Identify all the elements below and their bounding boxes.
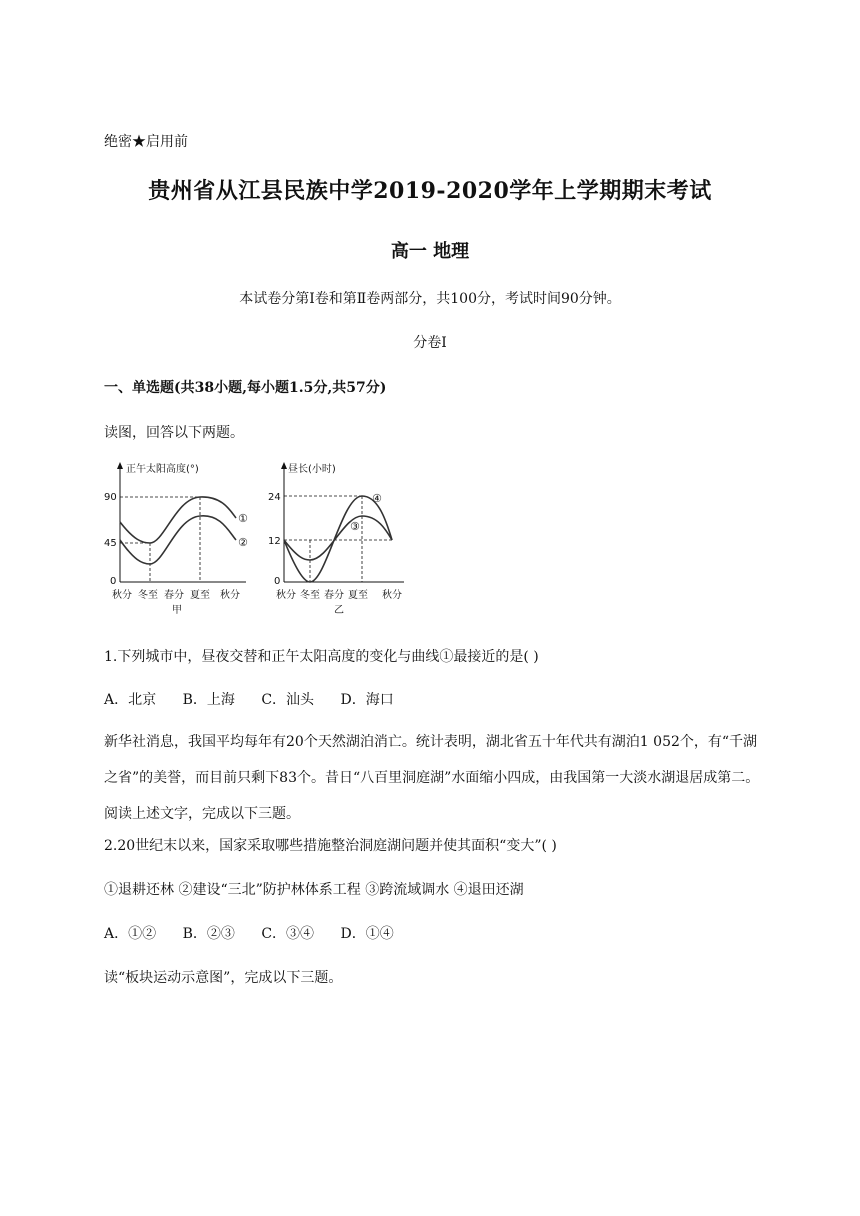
right-curve-label-3: ③ [350, 520, 360, 533]
chart-left [104, 462, 248, 616]
intro-read-figure: 读图，回答以下两题。 [104, 425, 244, 441]
left-y-axis-arrow [117, 462, 123, 469]
right-ylabel: 昼长(小时) [288, 464, 336, 475]
exam-subtitle: 高一 地理 [390, 241, 470, 262]
question-2-choices: ①退耕还林 ②建设“三北”防护林体系工程 ③跨流域调水 ④退田还湖 [104, 882, 524, 898]
q1-option-a[interactable]: A．北京 [104, 692, 157, 708]
left-caption: 甲 [172, 605, 182, 616]
left-ytick-45: 45 [104, 538, 117, 549]
left-xtick-autumn2: 秋分 [220, 590, 240, 601]
left-xtick-autumn1: 秋分 [112, 590, 132, 601]
right-xtick-winter: 冬至 [300, 590, 320, 601]
right-curve-4 [284, 496, 392, 582]
exam-title: 贵州省从江县民族中学2019-2020学年上学期期末考试 [148, 178, 712, 204]
exam-note: 本试卷分第Ⅰ卷和第Ⅱ卷两部分，共100分，考试时间90分钟。 [239, 291, 621, 307]
question-1-stem: 1.下列城市中，昼夜交替和正午太阳高度的变化与曲线①最接近的是( ) [104, 649, 539, 665]
left-curve-label-2: ② [238, 536, 248, 549]
left-curve-label-1: ① [238, 512, 248, 525]
left-ytick-0: 0 [110, 576, 117, 587]
figure-svg [104, 460, 424, 620]
chart-right [268, 462, 404, 616]
left-xtick-summer: 夏至 [190, 590, 210, 601]
right-y-axis-arrow [281, 462, 287, 469]
figure-solar-charts [104, 460, 424, 624]
left-ytick-90: 90 [104, 492, 117, 503]
q2-option-a[interactable]: A．①② [104, 926, 157, 942]
q1-option-c[interactable]: C．汕头 [261, 692, 315, 708]
question-1-options [104, 689, 416, 709]
secret-mark: 绝密★启用前 [104, 134, 188, 150]
right-curve-label-4: ④ [372, 492, 382, 505]
left-xtick-winter: 冬至 [138, 590, 158, 601]
right-ytick-12: 12 [268, 536, 281, 547]
right-xtick-spring: 春分 [324, 590, 344, 601]
q2-option-b[interactable]: B．②③ [182, 926, 235, 942]
left-xtick-spring: 春分 [164, 590, 184, 601]
q1-option-b[interactable]: B．上海 [182, 692, 235, 708]
question-2-options [104, 923, 416, 943]
right-xtick-summer: 夏至 [348, 590, 368, 601]
question-2-stem: 2.20世纪末以来，国家采取哪些措施整治洞庭湖问题并使其面积“变大”( ) [104, 838, 557, 854]
passage-lakes: 新华社消息，我国平均每年有20个天然湖泊消亡。统计表明，湖北省五十年代共有湖泊1 052个，有“千湖之省”的美誉，而目前只剩下83个。昔日“八百里洞庭湖”水面缩小四成，由我国第一大淡水湖退居成第二。阅读上述文字，完成以下三题。 [104, 734, 760, 822]
q1-option-d[interactable]: D．海口 [340, 692, 394, 708]
right-xtick-autumn1: 秋分 [276, 590, 296, 601]
section-heading: 一、单选题(共38小题,每小题1.5分,共57分) [104, 380, 387, 396]
right-ytick-0: 0 [274, 576, 281, 587]
intro-plate-motion: 读“板块运动示意图”，完成以下三题。 [104, 970, 343, 986]
right-xtick-autumn2: 秋分 [382, 590, 402, 601]
left-ylabel: 正午太阳高度(°) [126, 464, 199, 475]
q2-option-d[interactable]: D．①④ [340, 926, 394, 942]
right-ytick-24: 24 [268, 492, 281, 503]
part-label: 分卷I [413, 335, 447, 351]
right-curve-3 [284, 516, 392, 560]
right-caption: 乙 [334, 605, 344, 616]
q2-option-c[interactable]: C．③④ [261, 926, 315, 942]
